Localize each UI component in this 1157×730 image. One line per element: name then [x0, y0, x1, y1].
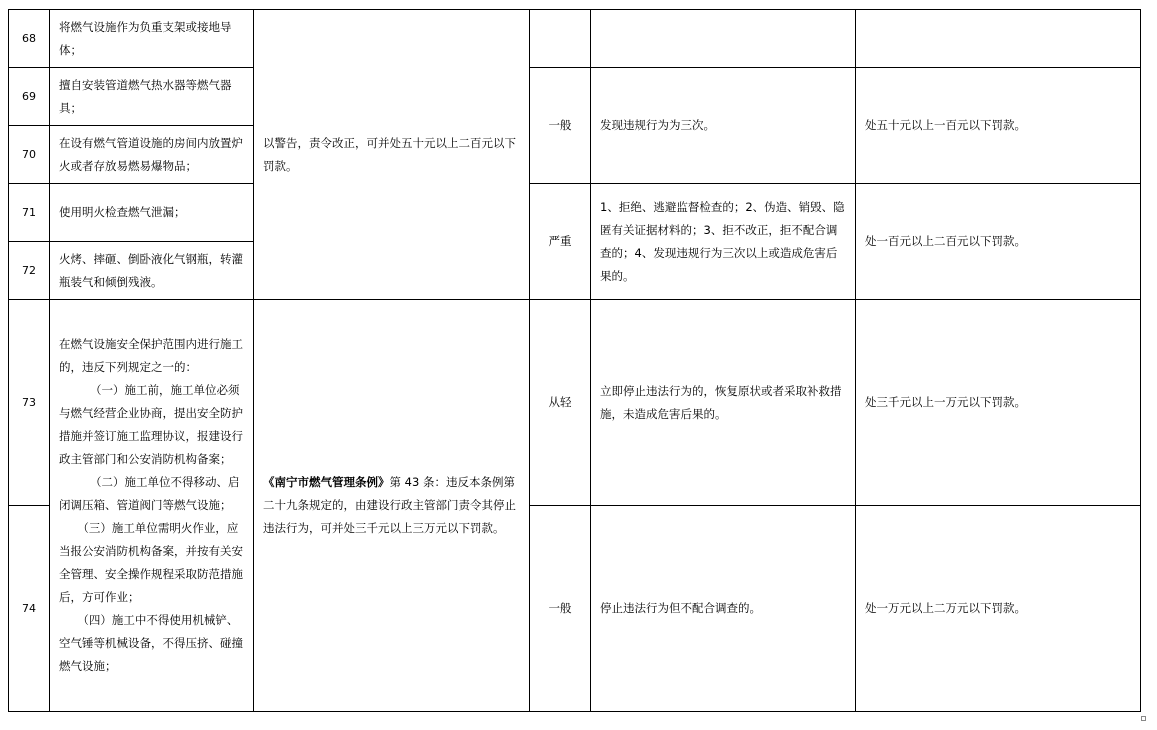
- circumstance-cell: [591, 10, 856, 68]
- penalty-cell: [856, 10, 1141, 68]
- legal-basis-cell: [254, 300, 530, 712]
- violation-cell: 使用明火检查燃气泄漏；: [50, 184, 254, 242]
- table-row: [9, 184, 1141, 242]
- circumstance-cell: 停止违法行为但不配合调查的。: [591, 506, 856, 712]
- construction-item-1: （一）施工前，施工单位必须与燃气经营企业协商，提出安全防护措施并签订施工监理协议，报建设行政主管部门和公安消防机构备案；: [59, 383, 243, 466]
- violation-cell: 火烤、摔砸、倒卧液化气钢瓶，转灌瓶装气和倾倒残液。: [50, 242, 254, 300]
- penalty-cell: 处一万元以上二万元以下罚款。: [856, 506, 1141, 712]
- table-row: [9, 68, 1141, 126]
- row-number: 71: [9, 184, 50, 242]
- construction-item-2: （二）施工单位不得移动、启闭调压箱、管道阀门等燃气设施；: [59, 475, 240, 512]
- level-cell: 一般: [530, 506, 591, 712]
- penalty-cell: 处一百元以上二百元以下罚款。: [856, 184, 1141, 300]
- row-number: 68: [9, 10, 50, 68]
- regulation-title: 《南宁市燃气管理条例》: [263, 475, 390, 489]
- page-corner-marker: [1141, 716, 1146, 721]
- table-row: [9, 300, 1141, 506]
- row-number: 70: [9, 126, 50, 184]
- circumstance-cell: 立即停止违法行为的，恢复原状或者采取补救措施，未造成危害后果的。: [591, 300, 856, 506]
- construction-item-3: （三）施工单位需明火作业，应当报公安消防机构备案，并按有关安全管理、安全操作规程采取防范措施后，方可作业；: [59, 521, 243, 604]
- violation-cell: 在设有燃气管道设施的房间内放置炉火或者存放易燃易爆物品；: [50, 126, 254, 184]
- construction-item-4: （四）施工中不得使用机械铲、空气锤等机械设备，不得压挤、碰撞燃气设施；: [59, 613, 243, 673]
- violation-cell: 擅自安装管道燃气热水器等燃气器具；: [50, 68, 254, 126]
- legal-basis-cell: 以警告，责令改正，可并处五十元以上二百元以下罚款。: [254, 10, 530, 300]
- level-cell: [530, 10, 591, 68]
- row-number: 73: [9, 300, 50, 506]
- table-row: [9, 10, 1141, 68]
- row-number: 72: [9, 242, 50, 300]
- penalty-cell: 处五十元以上一百元以下罚款。: [856, 68, 1141, 184]
- construction-intro: 在燃气设施安全保护范围内进行施工的，违反下列规定之一的：: [59, 337, 243, 374]
- penalty-cell: 处三千元以上一万元以下罚款。: [856, 300, 1141, 506]
- construction-violation-cell: [50, 300, 254, 712]
- level-cell: 严重: [530, 184, 591, 300]
- circumstance-cell: 发现违规行为为三次。: [591, 68, 856, 184]
- level-cell: 从轻: [530, 300, 591, 506]
- regulation-clause: 第 43 条：违反本条例第二十九条规定的，由建设行政主管部门责令其停止违法行为，可并处三千元以上三万元以下罚款。: [263, 475, 516, 535]
- circumstance-cell: 1、拒绝、逃避监督检查的；2、伪造、销毁、隐匿有关证据材料的；3、拒不改正，拒不配合调查的；4、发现违规行为三次以上或造成危害后果的。: [591, 184, 856, 300]
- violation-cell: 将燃气设施作为负重支架或接地导体；: [50, 10, 254, 68]
- penalty-standards-table: [8, 9, 1141, 712]
- row-number: 69: [9, 68, 50, 126]
- row-number: 74: [9, 506, 50, 712]
- level-cell: 一般: [530, 68, 591, 184]
